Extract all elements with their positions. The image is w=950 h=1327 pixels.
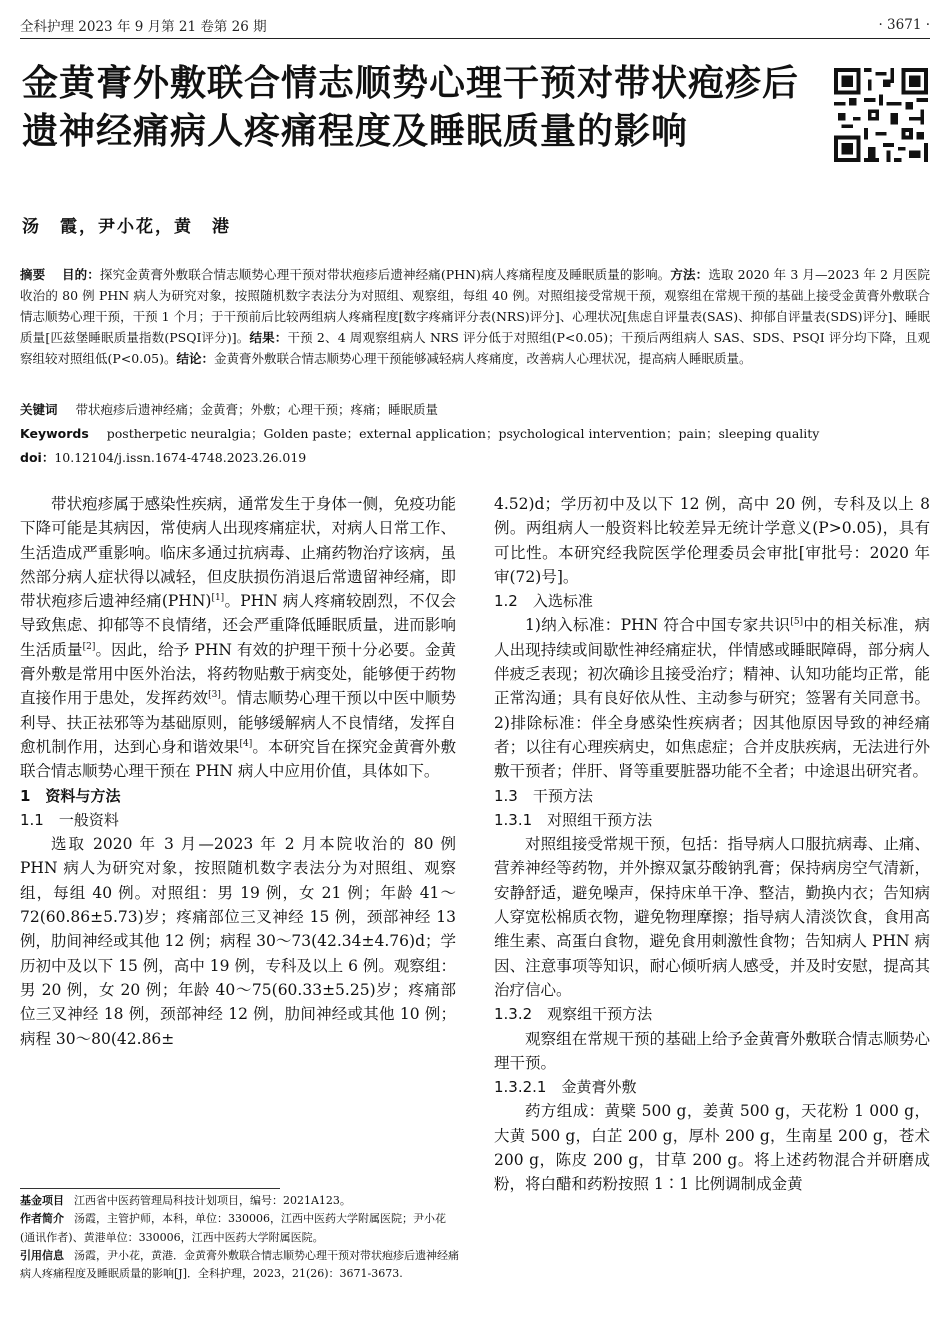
doi-text: 10.12104/j.issn.1674-4748.2023.26.019 [54,450,307,465]
section-heading-1-1: 1.1 一般资料 [20,810,119,829]
doi-label: doi： [20,450,55,465]
observation-group-paragraph: 观察组在常规干预的基础上给予金黄膏外敷联合情志顺势心理干预。 [494,1029,930,1072]
header-divider [20,38,930,39]
results-label: 结果： [249,330,288,345]
abstract-label: 摘要 [20,267,46,282]
objective-text: 探究金黄膏外敷联合情志顺势心理干预对带状疱疹后遗神经痛(PHN)病人疼痛程度及睡眠质量的影响。 [99,267,671,282]
keywords-en [20,424,930,444]
abstract [20,264,930,369]
section-heading-1-3-1: 1.3.1 对照组干预方法 [494,810,653,829]
formula-paragraph: 药方组成：黄檗 500 g，姜黄 500 g，天花粉 1 000 g，大黄 500 g，白芷 200 g，厚朴 200 g，生南星 200 g，苍术 200 g，陈皮 200 g，甘草 200 g。将上述药物混合并研磨成粉，将白醋和药粉按照 1∶1 比例调制成金黄 [494,1102,930,1194]
keywords-cn [20,400,930,420]
right-column [494,492,930,1197]
footnote-divider [20,1188,280,1189]
author-note: 作者简介 汤霞，主管护师，本科，单位：330006，江西中医药大学附属医院；尹小花(通讯作者)、黄港单位：330006，江西中医药大学附属医院。 [20,1212,446,1244]
conclusion-text: 金黄膏外敷联合情志顺势心理干预能够减轻病人疼痛度，改善病人心理状况，提高病人睡眠质量。 [214,351,752,366]
control-group-paragraph: 对照组接受常规干预，包括：指导病人口服抗病毒、止痛、营养神经等药物，并外擦双氯芬酸钠乳膏；保持病房空气清新，安静舒适，避免噪声，保持床单干净、整洁，勤换内衣；告知病人穿宽松棉质衣物，避免物理摩擦；指导病人清淡饮食，食用高维生素、高蛋白食物，避免食用刺激性食物；告知病人 PHN 病因、注意事项等知识，耐心倾听病人感受，并及时安慰，提高其治疗信心。 [494,835,930,999]
qr-code-icon [834,68,928,162]
keywords-label: 关键词 [20,402,58,417]
criteria-paragraph: 1)纳入标准：PHN 符合中国专家共识[5]中的相关标准，病人出现持续或间歇性神经痛症状，伴情感或睡眠障碍，部分病人伴疲乏表现；初次确诊且接受治疗；精神、认知功能均正常，能正常沟通；具有良好依从性、主动参与研究；签署有关同意书。2)排除标准：伴全身感染性疾病者；因其他原因导致的神经痛者；以往有心理疾病史，如焦虑症；合并皮肤疾病，无法进行外敷干预者；伴肝、肾等重要脏器功能不全者；中途退出研究者。 [494,616,930,781]
conclusion-label: 结论： [176,351,214,366]
author-list: 汤 霞，尹小花，黄 港 [22,217,231,237]
left-column [20,492,456,1051]
journal-issue: 全科护理 2023 年 9 月第 21 卷第 26 期 [20,19,267,35]
results-text: 干预 2、4 周观察组病人 NRS 评分低于对照组(P<0.05)；干预后两组病人 SAS、SDS、PSQI 评分均下降，且观察组较对照组低(P<0.05)。 [20,330,930,366]
general-data-continued: 4.52)d；学历初中及以下 12 例，高中 20 例，专科及以上 8 例。两组病人一般资料比较差异无统计学意义(P>0.05)，具有可比性。本研究经我院医学伦理委员会审批[审批号：2020 年审(72)号]。 [494,495,930,586]
keywords-en-label: Keywords [20,426,89,441]
section-heading-1: 1 资料与方法 [20,786,121,805]
objective-label: 目的： [62,267,100,282]
ref-2: [2] [82,641,96,652]
methods-text: 选取 2020 年 3 月—2023 年 2 月医院收治的 80 例 PHN 病人为研究对象，按照随机数字表法分为对照组、观察组，每组 40 例。对照组接受常规干预，观察组在常规干预的基础上接受金黄膏外敷联合情志顺势心理干预，干预 1 个月；于干预前后比较两组病人疼痛程度[数字疼痛评分表(NRS)评分]、心理状况[焦虑自评量表(SAS)、抑郁自评量表(SDS)评分]、睡眠质量[匹兹堡睡眠质量指数(PSQI评分)]。 [20,267,930,345]
fund-note: 基金项目 江西省中医药管理局科技计划项目，编号：2021A123。 [20,1194,351,1207]
doi-line [20,448,930,468]
citation-note: 引用信息 汤霞，尹小花，黄港．金黄膏外敷联合情志顺势心理干预对带状疱疹后遗神经痛病人疼痛程度及睡眠质量的影响[J]．全科护理，2023，21(26)：3671-3673. [20,1248,459,1281]
section-heading-1-3: 1.3 干预方法 [494,786,593,805]
section-heading-1-3-2-1: 1.3.2.1 金黄膏外敷 [494,1078,637,1097]
general-data-paragraph: 选取 2020 年 3 月—2023 年 2 月本院收治的 80 例 PHN 病人为研究对象，按照随机数字表法分为对照组、观察组，每组 40 例。对照组：男 19 例，女 21 例；年龄 41～72(60.86±5.73)岁；疼痛部位三叉神经 15 例，颈部神经 13 例，肋间神经或其他 12 例；病程 30～73(42.34±4.76)d；学历初中及以下 15 例，高中 19 例，专科及以上 6 例。观察组：男 20 例，女 20 例；年龄 40～75(60.33±5.25)岁；疼痛部位三叉神经 18 例，颈部神经 12 例，肋间神经或其他 10 例；病程 30～80(42.86± [20,835,456,1048]
article-title: 金黄膏外敷联合情志顺势心理干预对带状疱疹后遗神经痛病人疼痛程度及睡眠质量的影响 [22,63,800,152]
ref-5: [5] [790,617,804,628]
methods-label: 方法： [670,267,709,282]
section-heading-1-3-2: 1.3.2 观察组干预方法 [494,1005,653,1024]
ref-1: [1] [211,593,225,604]
footnotes [20,1192,460,1283]
ref-3: [3] [208,690,221,701]
keywords-text: 带状疱疹后遗神经痛；金黄膏；外敷；心理干预；疼痛；睡眠质量 [75,402,439,417]
keywords-en-text: postherpetic neuralgia；Golden paste；external application；psychological intervention；pain；sleeping quality [106,426,820,441]
section-heading-1-2: 1.2 入选标准 [494,592,593,611]
intro-paragraph: 带状疱疹属于感染性疾病，通常发生于身体一侧，免疫功能下降可能是其病因，常使病人出现疼痛症状，对病人日常工作、生活造成严重影响。临床多通过抗病毒、止痛药物治疗该病，虽然部分病人症状得以减轻，但皮肤损伤消退后常遗留神经痛，即带状疱疹后遗神经痛(PHN)[1]。PHN 病人疼痛较剧烈，不仅会导致焦虑、抑郁等不良情绪，还会严重降低睡眠质量，进而影响生活质量[2]。因此，给予 PHN 有效的护理干预十分必要。金黄膏外敷是常用中医外治法，将药物贴敷于病变处，能够便于药物直接作用于患处，发挥药效[3]。情志顺势心理干预以中医中顺势利导、扶正祛邪等为基础原则，能够缓解病人不良情绪，发挥自愈机制作用，达到心身和谐效果[4]。本研究旨在探究金黄膏外敷联合情志顺势心理干预在 PHN 病人中应用价值，具体如下。 [20,495,456,781]
page-number: · 3671 · [878,17,930,33]
running-header [20,12,930,38]
ref-4: [4] [239,738,253,749]
